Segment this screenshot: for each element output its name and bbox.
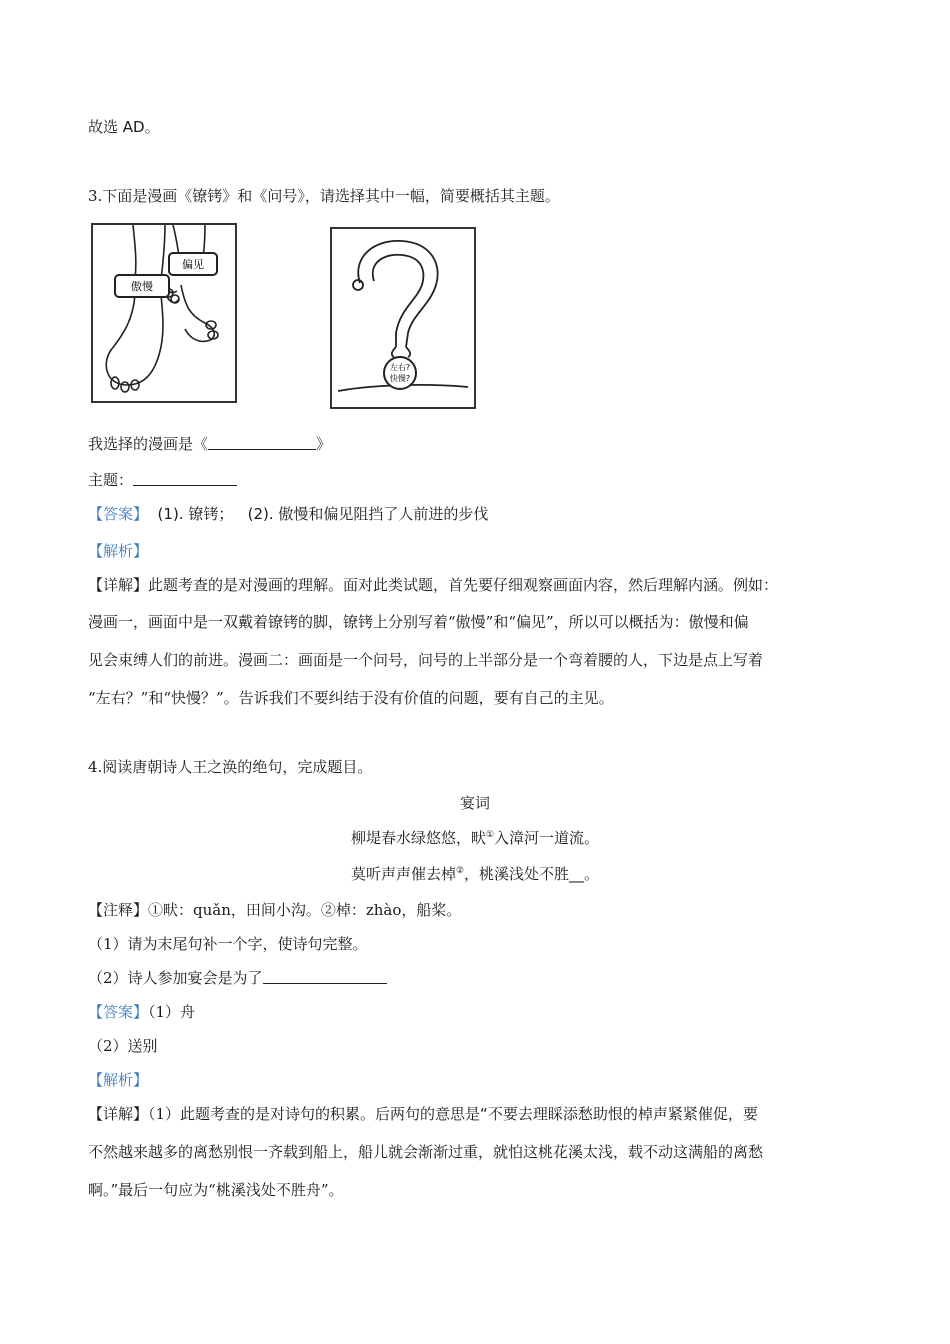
svg-text:快慢?: 快慢? <box>389 374 411 383</box>
q4-analysis-tag: 【解析】 <box>88 1071 149 1089</box>
purpose-blank[interactable] <box>263 969 387 984</box>
q4-detail-line-1 <box>88 1104 758 1124</box>
q4-prompt: 4.阅读唐朝诗人王之涣的绝句，完成题目。 <box>88 758 373 776</box>
q3-detail-line: 见会束缚人们的前进。漫画二：画面是一个问号，问号的上半部分是一个弯着腰的人，下边是点上写着 <box>88 651 764 669</box>
poem-note: 【注释】①畎：quǎn，田间小沟。②棹：zhào，船桨。 <box>88 901 462 919</box>
q4-answer-line-1 <box>88 1002 195 1022</box>
q4-detail-line-3 <box>88 1180 344 1200</box>
q3-answer-tag: 【答案】 <box>88 505 149 523</box>
q3-prompt: 3.下面是漫画《镣铐》和《问号》，请选择其中一幅，简要概括其主题。 <box>88 187 560 205</box>
cartoon-question-mark <box>330 227 476 409</box>
q4-detail-1-part-a: 【详解】（1）此题考查的是对诗句的积累。后两句的意思是 <box>88 1105 481 1123</box>
poem-line-1-part-a: 柳堤春水绿悠悠，畎 <box>350 829 486 847</box>
shackles-drawing <box>93 225 235 401</box>
footnote-mark-2: ② <box>455 866 465 876</box>
choice-suffix: 》 <box>316 435 332 453</box>
theme-line <box>88 470 237 490</box>
theme-prefix: 主题： <box>88 471 134 489</box>
q4-sub-question-1: （1）请为末尾句补一个字，使诗句完整。 <box>88 935 368 953</box>
choice-prefix: 我选择的漫画是《 <box>88 435 209 453</box>
q4-sub-question-2: （2）诗人参加宴会是为了 <box>88 969 263 987</box>
intro-text: 故选 AD。 <box>88 118 160 136</box>
question-mark-drawing <box>332 229 474 407</box>
q3-answer-text: (1). 镣铐； (2). 傲慢和偏见阻挡了人前进的步伐 <box>148 505 489 523</box>
poem-line-1 <box>0 828 950 848</box>
q4-detail-line-2: 不然越来越多的离愁别恨一齐载到船上，船儿就会渐渐过重，就怕这桃花溪太浅，载不动这满船的离愁 <box>88 1143 764 1161</box>
q4-detail-3-part-a: 啊。 <box>88 1181 111 1199</box>
q4-detail-3-part-b: ”最后一句应为“桃溪浅处不胜舟”。 <box>110 1181 344 1199</box>
label-prejudice: 偏见 <box>182 258 204 271</box>
q4-answer-tag: 【答案】 <box>88 1003 149 1021</box>
theme-blank[interactable] <box>133 471 237 486</box>
q3-answer-line <box>88 504 488 524</box>
choice-line <box>88 434 331 454</box>
choice-blank[interactable] <box>208 435 316 450</box>
svg-text:左右?: 左右? <box>389 363 411 372</box>
q4-answer-2: （2）送别 <box>88 1037 158 1055</box>
label-arrogance: 傲慢 <box>131 280 153 293</box>
q4-sub-question-2-line <box>88 968 387 988</box>
poem-line-2 <box>0 864 950 884</box>
poem-line-1-part-b: 入漳河一道流。 <box>494 829 600 847</box>
poem-title: 宴词 <box>459 794 490 812</box>
poem-line-2-part-a: 莫听声声催去棹 <box>350 865 456 883</box>
poem-line-2-part-b: ，桃溪浅处不胜__。 <box>464 865 600 883</box>
q4-answer-1: （1）舟 <box>148 1003 196 1021</box>
q3-detail-line: 漫画一，画面中是一双戴着镣铐的脚，镣铐上分别写着“傲慢”和“偏见”，所以可以概括为：傲慢和偏 <box>88 613 749 631</box>
footnote-mark-1: ① <box>485 830 495 840</box>
cartoon-shackles <box>91 223 237 403</box>
q3-analysis-tag: 【解析】 <box>88 542 149 560</box>
q3-detail-line: 【详解】此题考查的是对漫画的理解。面对此类试题，首先要仔细观察画面内容，然后理解内涵。例如： <box>88 576 779 594</box>
q4-detail-1-part-b: “不要去理睬添愁助恨的棹声紧紧催促，要 <box>480 1105 758 1123</box>
q3-detail-line: “左右？”和“快慢？”。告诉我们不要纠结于没有价值的问题，要有自己的主见。 <box>88 689 614 707</box>
